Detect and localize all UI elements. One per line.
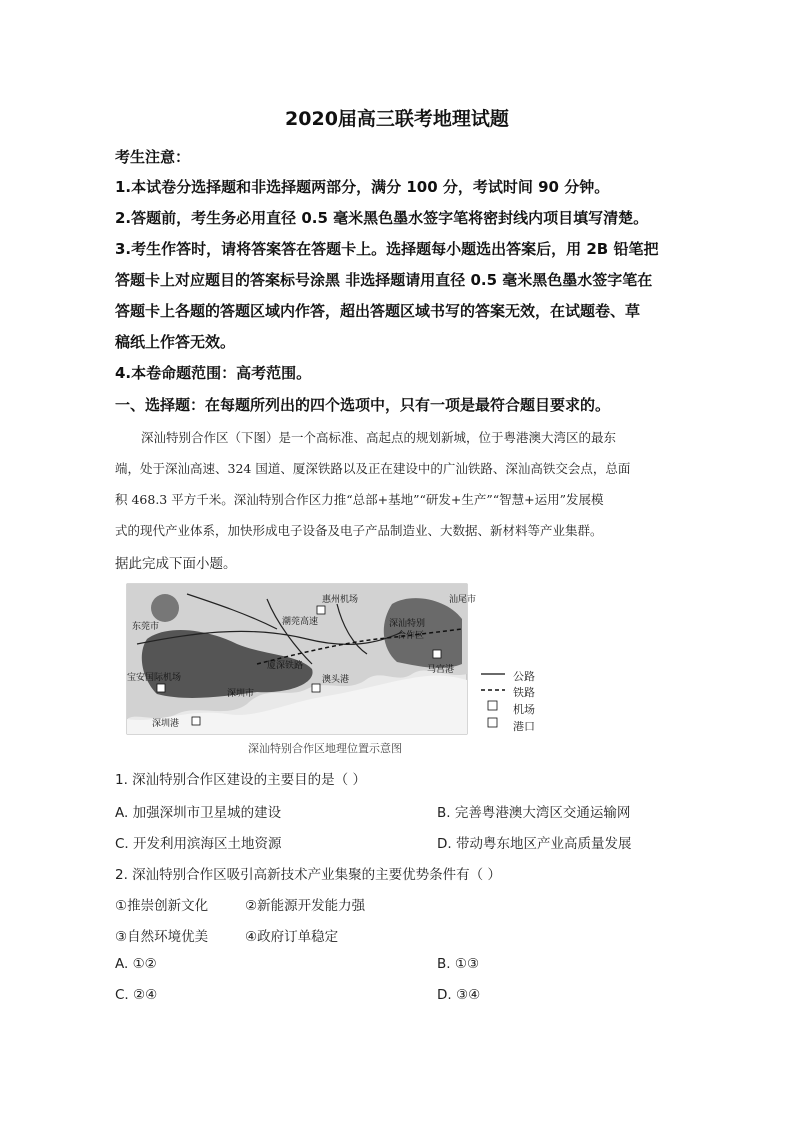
passage-instruction: 据此完成下面小题。	[115, 556, 237, 572]
label-aotou-port: 澳头港	[322, 675, 350, 685]
label-xiashen-railway: 厦深铁路	[267, 661, 304, 671]
label-huizhou-airport: 惠州机场	[322, 595, 359, 605]
notice-item-3-line-1: 3.考生作答时，请将答案答在答题卡上。选择题每小题选出答案后，用 2B 铅笔把	[115, 240, 659, 258]
dongguan-area	[151, 594, 179, 622]
legend-port: 港口	[513, 720, 535, 733]
passage-line-4: 式的现代产业体系，加快形成电子设备及电子产品制造业、大数据、新材料等产业集群。	[115, 523, 603, 538]
question-1-option-d: D. 带动粤东地区产业高质量发展	[437, 836, 632, 852]
map-figure	[127, 584, 477, 734]
question-2-option-c: C. ②④	[115, 987, 158, 1003]
label-coop-zone-2: 合作区	[397, 631, 425, 641]
label-shenzhen-city: 深圳市	[227, 689, 255, 699]
notice-item-2: 2.答题前，考生务必用直径 0.5 毫米黑色墨水签字笔将密封线内项目填写清楚。	[115, 209, 649, 227]
label-baoan-airport: 宝安国际机场	[127, 673, 182, 683]
label-shenzhen-port: 深圳港	[152, 719, 180, 729]
legend-road: 公路	[513, 670, 535, 683]
airport-icon	[317, 606, 325, 614]
question-2-option-a: A. ①②	[115, 956, 157, 972]
port-icon	[312, 684, 320, 692]
notice-item-3-line-4: 稿纸上作答无效。	[115, 333, 236, 351]
port-icon	[433, 650, 441, 658]
question-1-stem: 1. 深汕特别合作区建设的主要目的是（ ）	[115, 772, 366, 788]
question-2-statement-4: ④政府订单稳定	[245, 929, 339, 945]
notice-heading: 考生注意：	[115, 148, 191, 166]
label-magong-port: 马宫港	[427, 665, 455, 675]
notice-item-1: 1.本试卷分选择题和非选择题两部分，满分 100 分，考试时间 90 分钟。	[115, 178, 610, 196]
question-1-option-a: A. 加强深圳市卫星城的建设	[115, 805, 282, 821]
notice-item-3-line-2: 答题卡上对应题目的答案标号涂黑 非选择题请用直径 0.5 毫米黑色墨水签字笔在	[115, 271, 653, 289]
notice-item-4: 4.本卷命题范围：高考范围。	[115, 364, 312, 382]
question-2-statement-3: ③自然环境优美	[115, 929, 209, 945]
passage-line-2: 端，处于深汕高速、324 国道、厦深铁路以及正在建设中的广汕铁路、深汕高铁交会点，总面	[115, 461, 631, 476]
legend-rail: 铁路	[513, 686, 535, 699]
legend-port-icon	[488, 718, 497, 727]
map-caption: 深汕特别合作区地理位置示意图	[248, 742, 402, 755]
page-title: 2020届高三联考地理试题	[285, 108, 509, 130]
question-2-option-b: B. ①③	[437, 956, 480, 972]
legend-symbols	[479, 666, 509, 736]
passage-line-1: 深汕特别合作区（下图）是一个高标准、高起点的规划新城，位于粤港澳大湾区的最东	[141, 430, 617, 445]
label-chaoguan-highway: 潮莞高速	[282, 617, 319, 627]
label-coop-zone-1: 深汕特别	[389, 619, 426, 629]
question-1-option-b: B. 完善粤港澳大湾区交通运输网	[437, 805, 631, 821]
section-heading: 一、选择题：在每题所列出的四个选项中，只有一项是最符合题目要求的。	[115, 396, 611, 414]
question-2-statement-2: ②新能源开发能力强	[245, 898, 366, 914]
label-dongguan: 东莞市	[132, 622, 160, 632]
port-icon	[192, 717, 200, 725]
question-1-option-c: C. 开发利用滨海区土地资源	[115, 836, 282, 852]
question-2-option-d: D. ③④	[437, 987, 481, 1003]
question-2-statement-1: ①推崇创新文化	[115, 898, 209, 914]
notice-item-3-line-3: 答题卡上各题的答题区域内作答，超出答题区域书写的答案无效，在试题卷、草	[115, 302, 641, 320]
label-shanwei: 汕尾市	[449, 595, 477, 605]
location-map	[127, 584, 547, 738]
question-2-stem: 2. 深汕特别合作区吸引高新技术产业集聚的主要优势条件有（ ）	[115, 867, 501, 883]
passage-line-3: 积 468.3 平方千米。深汕特别合作区力推“总部+基地”“研发+生产”“智慧+运用”发展模	[115, 492, 604, 507]
airport-icon	[157, 684, 165, 692]
legend-airport-icon	[488, 701, 497, 710]
legend-airport: 机场	[513, 703, 535, 716]
